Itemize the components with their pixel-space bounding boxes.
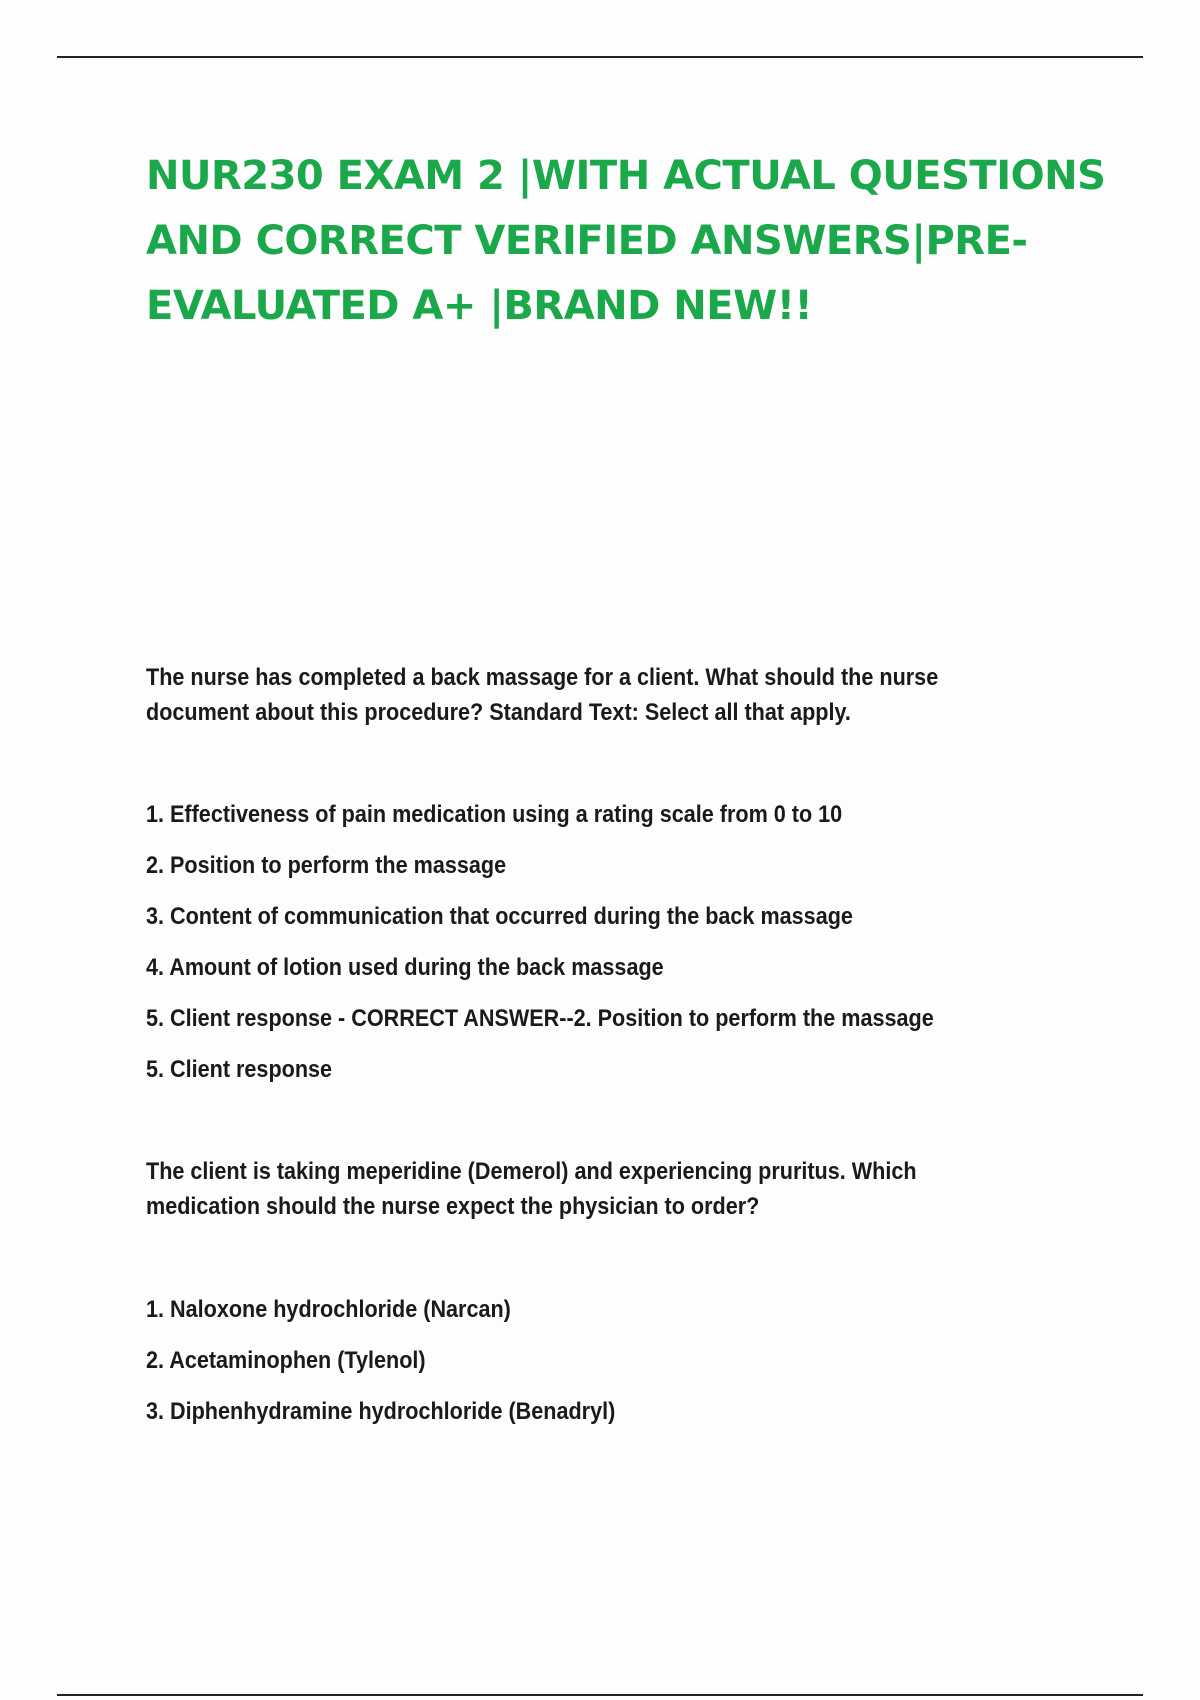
answer-option: 2. Acetaminophen (Tylenol) (146, 1347, 426, 1374)
document-title (146, 144, 1106, 339)
answer-option: 5. Client response (146, 1056, 333, 1083)
header-rule (57, 56, 1143, 58)
title-line: AND CORRECT VERIFIED ANSWERS|PRE- (146, 218, 1028, 264)
title-line: EVALUATED A+ |BRAND NEW!! (146, 283, 813, 329)
question-prompt-line: The nurse has completed a back massage for a client. What should the nurse (146, 664, 939, 691)
answer-option: 5. Client response - CORRECT ANSWER--2. Position to perform the massage (146, 1005, 934, 1032)
question-1-prompt (146, 660, 956, 730)
question-prompt-line: document about this procedure? Standard Text: Select all that apply. (146, 699, 851, 726)
answer-option: 3. Content of communication that occurred during the back massage (146, 903, 853, 930)
question-1-options (146, 800, 934, 1106)
question-prompt-line: The client is taking meperidine (Demerol) and experiencing pruritus. Which (146, 1158, 917, 1185)
answer-option: 2. Position to perform the massage (146, 852, 507, 879)
footer-rule (57, 1694, 1143, 1696)
question-2-prompt (146, 1154, 956, 1224)
question-2-options (146, 1295, 615, 1448)
question-prompt-line: medication should the nurse expect the physician to order? (146, 1193, 760, 1220)
answer-option: 4. Amount of lotion used during the back massage (146, 954, 664, 981)
answer-option: 1. Effectiveness of pain medication using a rating scale from 0 to 10 (146, 801, 843, 828)
title-line: NUR230 EXAM 2 |WITH ACTUAL QUESTIONS (146, 153, 1106, 199)
answer-option: 1. Naloxone hydrochloride (Narcan) (146, 1296, 511, 1323)
answer-option: 3. Diphenhydramine hydrochloride (Benadryl) (146, 1398, 616, 1425)
